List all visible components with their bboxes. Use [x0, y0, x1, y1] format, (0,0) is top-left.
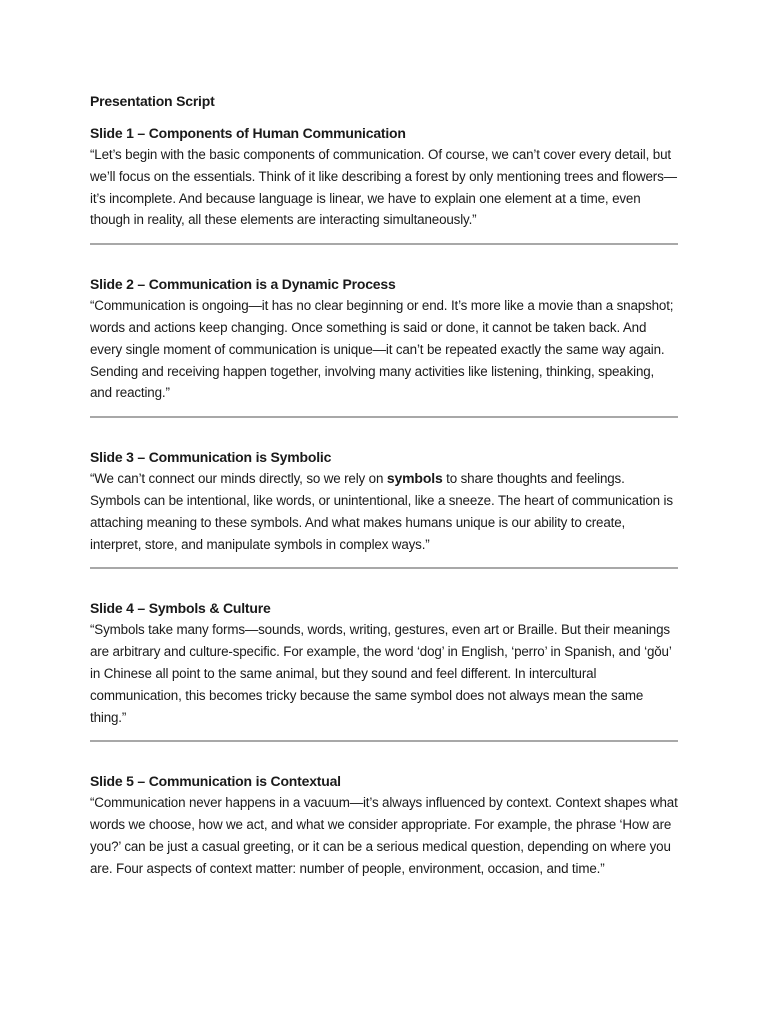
slide-1-heading: Slide 1 – Components of Human Communication: [90, 125, 406, 141]
slide-5-section: [90, 770, 678, 879]
slide-3-body-before: “We can’t connect our minds directly, so we rely on: [90, 471, 387, 487]
slide-2-section: [90, 273, 678, 404]
document-page: [90, 90, 678, 880]
divider: [90, 740, 678, 742]
slide-2-body: “Communication is ongoing—it has no clear beginning or end. It’s more like a movie than a snapshot; words and actions keep changing. Once something is said or done, it cannot be taken back. And every single moment of communication is unique—it can’t be repeated exactly the same way again. Sending and receiving happen together, involving many activities like listening, thinking, speaking, and reacting.”: [90, 298, 674, 401]
slide-5-body: “Communication never happens in a vacuum—it’s always influenced by context. Context shapes what words we choose, how we act, and what we consider appropriate. For example, the phrase ‘How are you?’ can be just a casual greeting, or it can be a serious medical question, depending on where you are. Four aspects of context matter: number of people, environment, occasion, and time.”: [90, 795, 678, 876]
divider: [90, 416, 678, 418]
slide-4-section: [90, 597, 678, 728]
slide-3-keyword-symbols: symbols: [386, 470, 443, 487]
document-title: Presentation Script: [90, 93, 215, 109]
slide-5-heading: Slide 5 – Communication is Contextual: [90, 773, 341, 790]
slide-2-heading: Slide 2 – Communication is a Dynamic Process: [90, 276, 396, 293]
slide-4-heading: Slide 4 – Symbols & Culture: [90, 600, 271, 617]
slide-1-section: [90, 122, 678, 231]
slide-4-body: “Symbols take many forms—sounds, words, writing, gestures, even art or Braille. But their meanings are arbitrary and culture-specific. For example, the word ‘dog’ in English, ‘perro’ in Spanish, and ‘gǒu’ in Chinese all point to the same animal, but they sound and feel different. In intercultural communication, this becomes tricky because the same symbol does not always mean the same thing.”: [90, 622, 672, 725]
slide-3-section: [90, 446, 678, 555]
slide-3-body: [90, 468, 678, 555]
divider: [90, 243, 678, 245]
slide-3-body-after: to share thoughts and feelings. Symbols can be intentional, like words, or unintentional, like a sneeze. The heart of communication is attaching meaning to these symbols. And what makes humans unique is our ability to create, interpret, store, and manipulate symbols in complex ways.”: [90, 471, 673, 552]
divider: [90, 567, 678, 569]
slide-3-heading: Slide 3 – Communication is Symbolic: [90, 449, 332, 466]
slide-1-body: “Let’s begin with the basic components of communication. Of course, we can’t cover every detail, but we’ll focus on the essentials. Think of it like describing a forest by only mentioning trees and flowers—it’s incomplete. And because language is linear, we have to explain one element at a time, even though in reality, all these elements are interacting simultaneously.”: [90, 147, 677, 228]
